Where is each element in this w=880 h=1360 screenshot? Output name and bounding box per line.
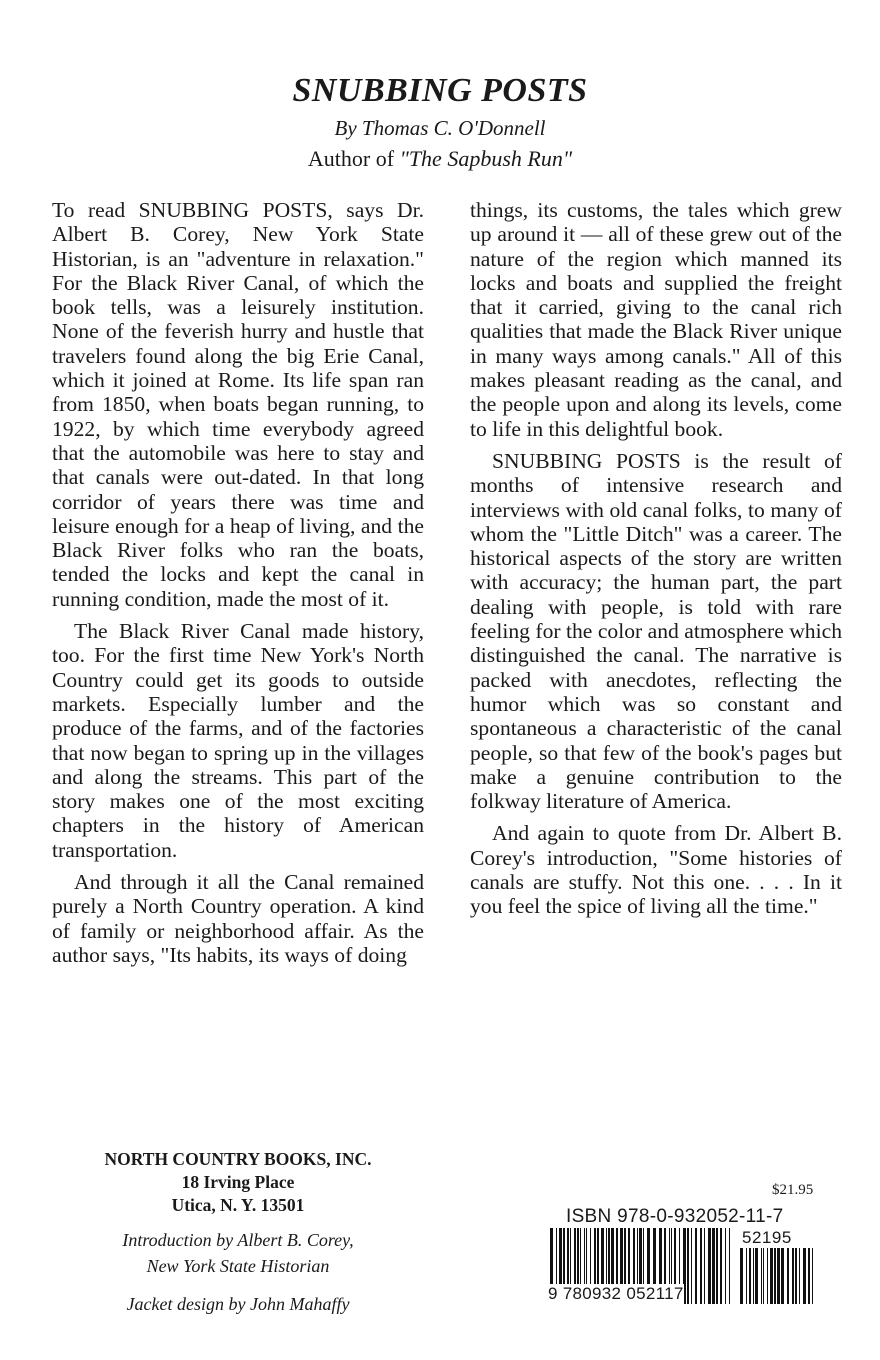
body-paragraph: And through it all the Canal remained purely a North Country operation. A kind of family or neighborhood affair. As the author says, "Its habits, its ways of doing [52, 870, 424, 967]
barcode-bar [774, 1248, 776, 1304]
introduction-credit: Introduction by Albert B. Corey, [122, 1230, 354, 1250]
barcode-bar [712, 1228, 715, 1304]
barcode-bar [799, 1248, 800, 1304]
barcode-bar [746, 1248, 747, 1304]
right-text-column [470, 198, 842, 927]
previous-work-title: "The Sapbush Run" [399, 146, 573, 171]
barcode-bar [777, 1248, 780, 1304]
barcode-bar [708, 1228, 711, 1304]
byline: By Thomas C. O'Donnell [334, 116, 546, 140]
body-paragraph: things, its customs, the tales which grew up around it — all of these grew out of the nature of the region which manned its locks and boats and supplied the freight that it carried, giving to the canal rich qualities that made the Black River unique in many ways among canals." All of this makes pleasant reading as the canal, and the people upon and along its levels, come to life in this delightful book. [470, 198, 842, 441]
isbn-label: ISBN 978-0-932052-11-7 [566, 1206, 784, 1227]
publisher-block [48, 1148, 428, 1217]
author-of-prefix: Author of [307, 146, 400, 171]
barcode-bar [787, 1248, 789, 1304]
price-label: $21.95 [772, 1182, 814, 1198]
barcode-bar [725, 1228, 726, 1304]
body-paragraph: The Black River Canal made history, too. For the first time New York's North Country could get its goods to outside markets. Especially lumber and the produce of the farms, and of the factories that now began to spring up in the villages and along the streams. This part of the story makes one of the most exciting chapters in the history of American transportation. [52, 619, 424, 862]
barcode-bar [761, 1248, 762, 1304]
introduction-credit-title: New York State Historian [146, 1256, 330, 1276]
barcode-bar [691, 1228, 692, 1304]
barcode-bar [803, 1248, 806, 1304]
barcode-bar [767, 1248, 768, 1304]
jacket-design-credit: Jacket design by John Mahaffy [126, 1294, 350, 1314]
barcode-bar [781, 1248, 784, 1304]
barcode-bar [720, 1228, 722, 1304]
barcode-digits: 9 780932 052117 [548, 1284, 684, 1303]
barcode-bar [812, 1248, 813, 1304]
publisher-street: 18 Irving Place [181, 1172, 295, 1192]
credits-block [48, 1227, 428, 1317]
barcode-addon-digits: 52195 [742, 1228, 792, 1247]
barcode-bar [770, 1248, 773, 1304]
publisher-city: Utica, N. Y. 13501 [171, 1195, 305, 1215]
body-paragraph: And again to quote from Dr. Albert B. Corey's introduction, "Some histories of canals are stuffy. Not this one. . . . In it you feel the spice of living all the time." [470, 821, 842, 919]
body-paragraph: To read SNUBBING POSTS, says Dr. Albert B. Corey, New York State Historian, is an "adventure in relaxation." For the Black River Canal, of which the book tells, was a leisurely institution. None of the feverish hurry and hustle that travelers found along the big Erie Canal, which it joined at Rome. Its life span ran from 1850, when boats began running, to 1922, by which time everybody agreed that the automobile was here to stay and that canals were out-dated. In that long corridor of years there was time and leisure enough for a heap of living, and the Black River folks who ran the boats, tended the locks and kept the canal in running condition, made the most of it. [52, 198, 424, 611]
author-of-line [0, 146, 880, 172]
barcode-bar [792, 1248, 794, 1304]
barcode-bar [729, 1228, 730, 1304]
barcode-bar [716, 1228, 718, 1304]
barcode-bar [700, 1228, 702, 1304]
barcode-bar [687, 1228, 689, 1304]
barcode-bar [795, 1248, 797, 1304]
barcode-bar [763, 1248, 764, 1304]
barcode-bar [749, 1248, 751, 1304]
barcode-bar [695, 1228, 697, 1304]
barcode-bar [753, 1248, 754, 1304]
body-paragraph: SNUBBING POSTS is the result of months of intensive research and interviews with old canal folks, to many of whom the "Little Ditch" was a career. The historical aspects of the story are written with accuracy; the human part, the part dealing with people, is told with rare feeling for the color and atmosphere which distinguished the canal. The narrative is packed with anecdotes, reflecting the humor which was so constant and spontaneous a characteristic of the canal people, so that few of the book's pages but make a genuine contribution to the folkway literature of America. [470, 448, 842, 814]
barcode-bar [704, 1228, 705, 1304]
publisher-name: NORTH COUNTRY BOOKS, INC. [104, 1149, 372, 1169]
book-title: SNUBBING POSTS [292, 72, 588, 109]
barcode-bar [808, 1248, 810, 1304]
price-addon-barcode [738, 1248, 816, 1304]
left-text-column [52, 198, 424, 975]
barcode-bar [755, 1248, 758, 1304]
barcode-bar [740, 1248, 743, 1304]
